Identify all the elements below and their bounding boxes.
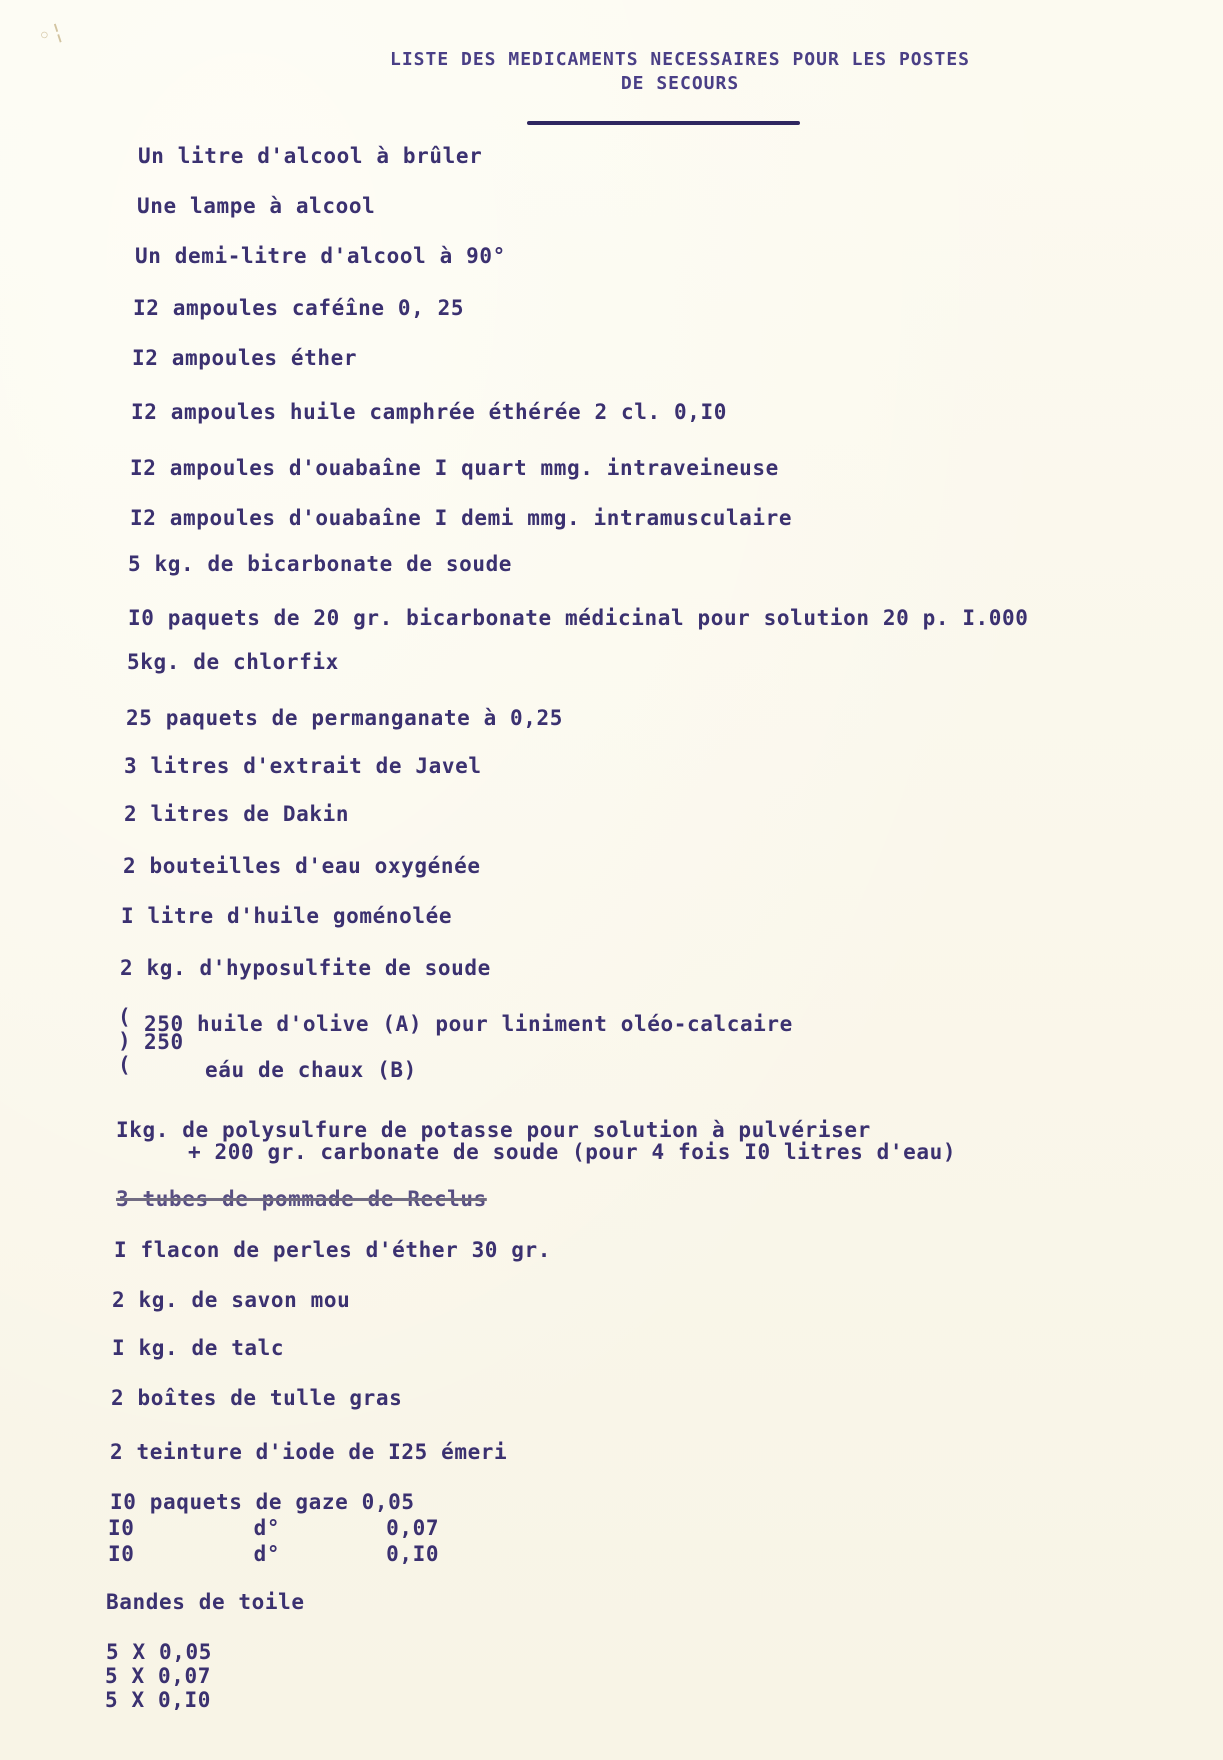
list-item: 2 boîtes de tulle gras xyxy=(111,1386,403,1410)
list-item: 2 teinture d'iode de I25 émeri xyxy=(110,1440,508,1464)
list-item: I0 paquets de 20 gr. bicarbonate médicinal pour solution 20 p. I.000 xyxy=(128,606,1029,630)
list-item: I flacon de perles d'éther 30 gr. xyxy=(114,1238,552,1262)
list-item: 2 bouteilles d'eau oxygénée xyxy=(123,854,481,878)
list-item: 5kg. de chlorfix xyxy=(127,650,339,674)
list-item: 5 kg. de bicarbonate de soude xyxy=(128,552,513,576)
bracket-close: ( xyxy=(118,1053,131,1077)
gaze-line: I0 d° 0,07 xyxy=(108,1516,440,1540)
list-item: 2 kg. de savon mou xyxy=(112,1288,351,1312)
struck-item: 3 tubes de pommade de Reclus xyxy=(116,1187,487,1211)
title-line-1: LISTE DES MEDICAMENTS NECESSAIRES POUR LES POSTES xyxy=(389,49,970,70)
bracket-mid: ) xyxy=(118,1029,131,1053)
polysulfure-line-1: Ikg. de polysulfure de potasse pour solution à pulvériser xyxy=(116,1118,871,1142)
list-item: 2 kg. d'hyposulfite de soude xyxy=(120,956,491,980)
title-underline xyxy=(527,121,800,125)
corner-mark: ◦¦ xyxy=(34,18,68,51)
list-item: I kg. de talc xyxy=(112,1336,285,1360)
liniment-line-1: 250 huile d'olive (A) pour liniment oléo-calcaire xyxy=(144,1012,793,1036)
bandes-title: Bandes de toile xyxy=(106,1590,305,1614)
list-item: I2 ampoules éther xyxy=(132,346,358,370)
bandes-line: 5 X 0,I0 xyxy=(105,1688,211,1712)
list-item: I litre d'huile goménolée xyxy=(121,904,453,928)
list-item: Une lampe à alcool xyxy=(137,194,376,218)
list-item: I2 ampoules d'ouabaîne I demi mmg. intramusculaire xyxy=(130,506,793,530)
list-item: I2 ampoules caféîne 0, 25 xyxy=(133,296,465,320)
bracket-open: ( xyxy=(118,1005,131,1029)
liniment-line-3: eáu de chaux (B) xyxy=(205,1058,417,1082)
document-title xyxy=(300,48,1060,96)
gaze-line: I0 d° 0,I0 xyxy=(108,1542,440,1566)
list-item: Un demi-litre d'alcool à 90° xyxy=(135,244,506,268)
list-item: I2 ampoules d'ouabaîne I quart mmg. intraveineuse xyxy=(130,456,779,480)
list-item: 2 litres de Dakin xyxy=(124,802,350,826)
list-item: 3 litres d'extrait de Javel xyxy=(124,754,482,778)
list-item: 25 paquets de permanganate à 0,25 xyxy=(126,706,564,730)
list-item: I2 ampoules huile camphrée éthérée 2 cl. 0,I0 xyxy=(131,400,727,424)
liniment-line-2: 250 xyxy=(144,1030,184,1054)
title-line-2: DE SECOURS xyxy=(620,73,740,94)
polysulfure-line-2: + 200 gr. carbonate de soude (pour 4 fois I0 litres d'eau) xyxy=(188,1140,957,1164)
bandes-line: 5 X 0,05 xyxy=(106,1640,212,1664)
gaze-line: I0 paquets de gaze 0,05 xyxy=(110,1490,415,1514)
bandes-line: 5 X 0,07 xyxy=(105,1664,211,1688)
list-item: Un litre d'alcool à brûler xyxy=(138,144,483,168)
